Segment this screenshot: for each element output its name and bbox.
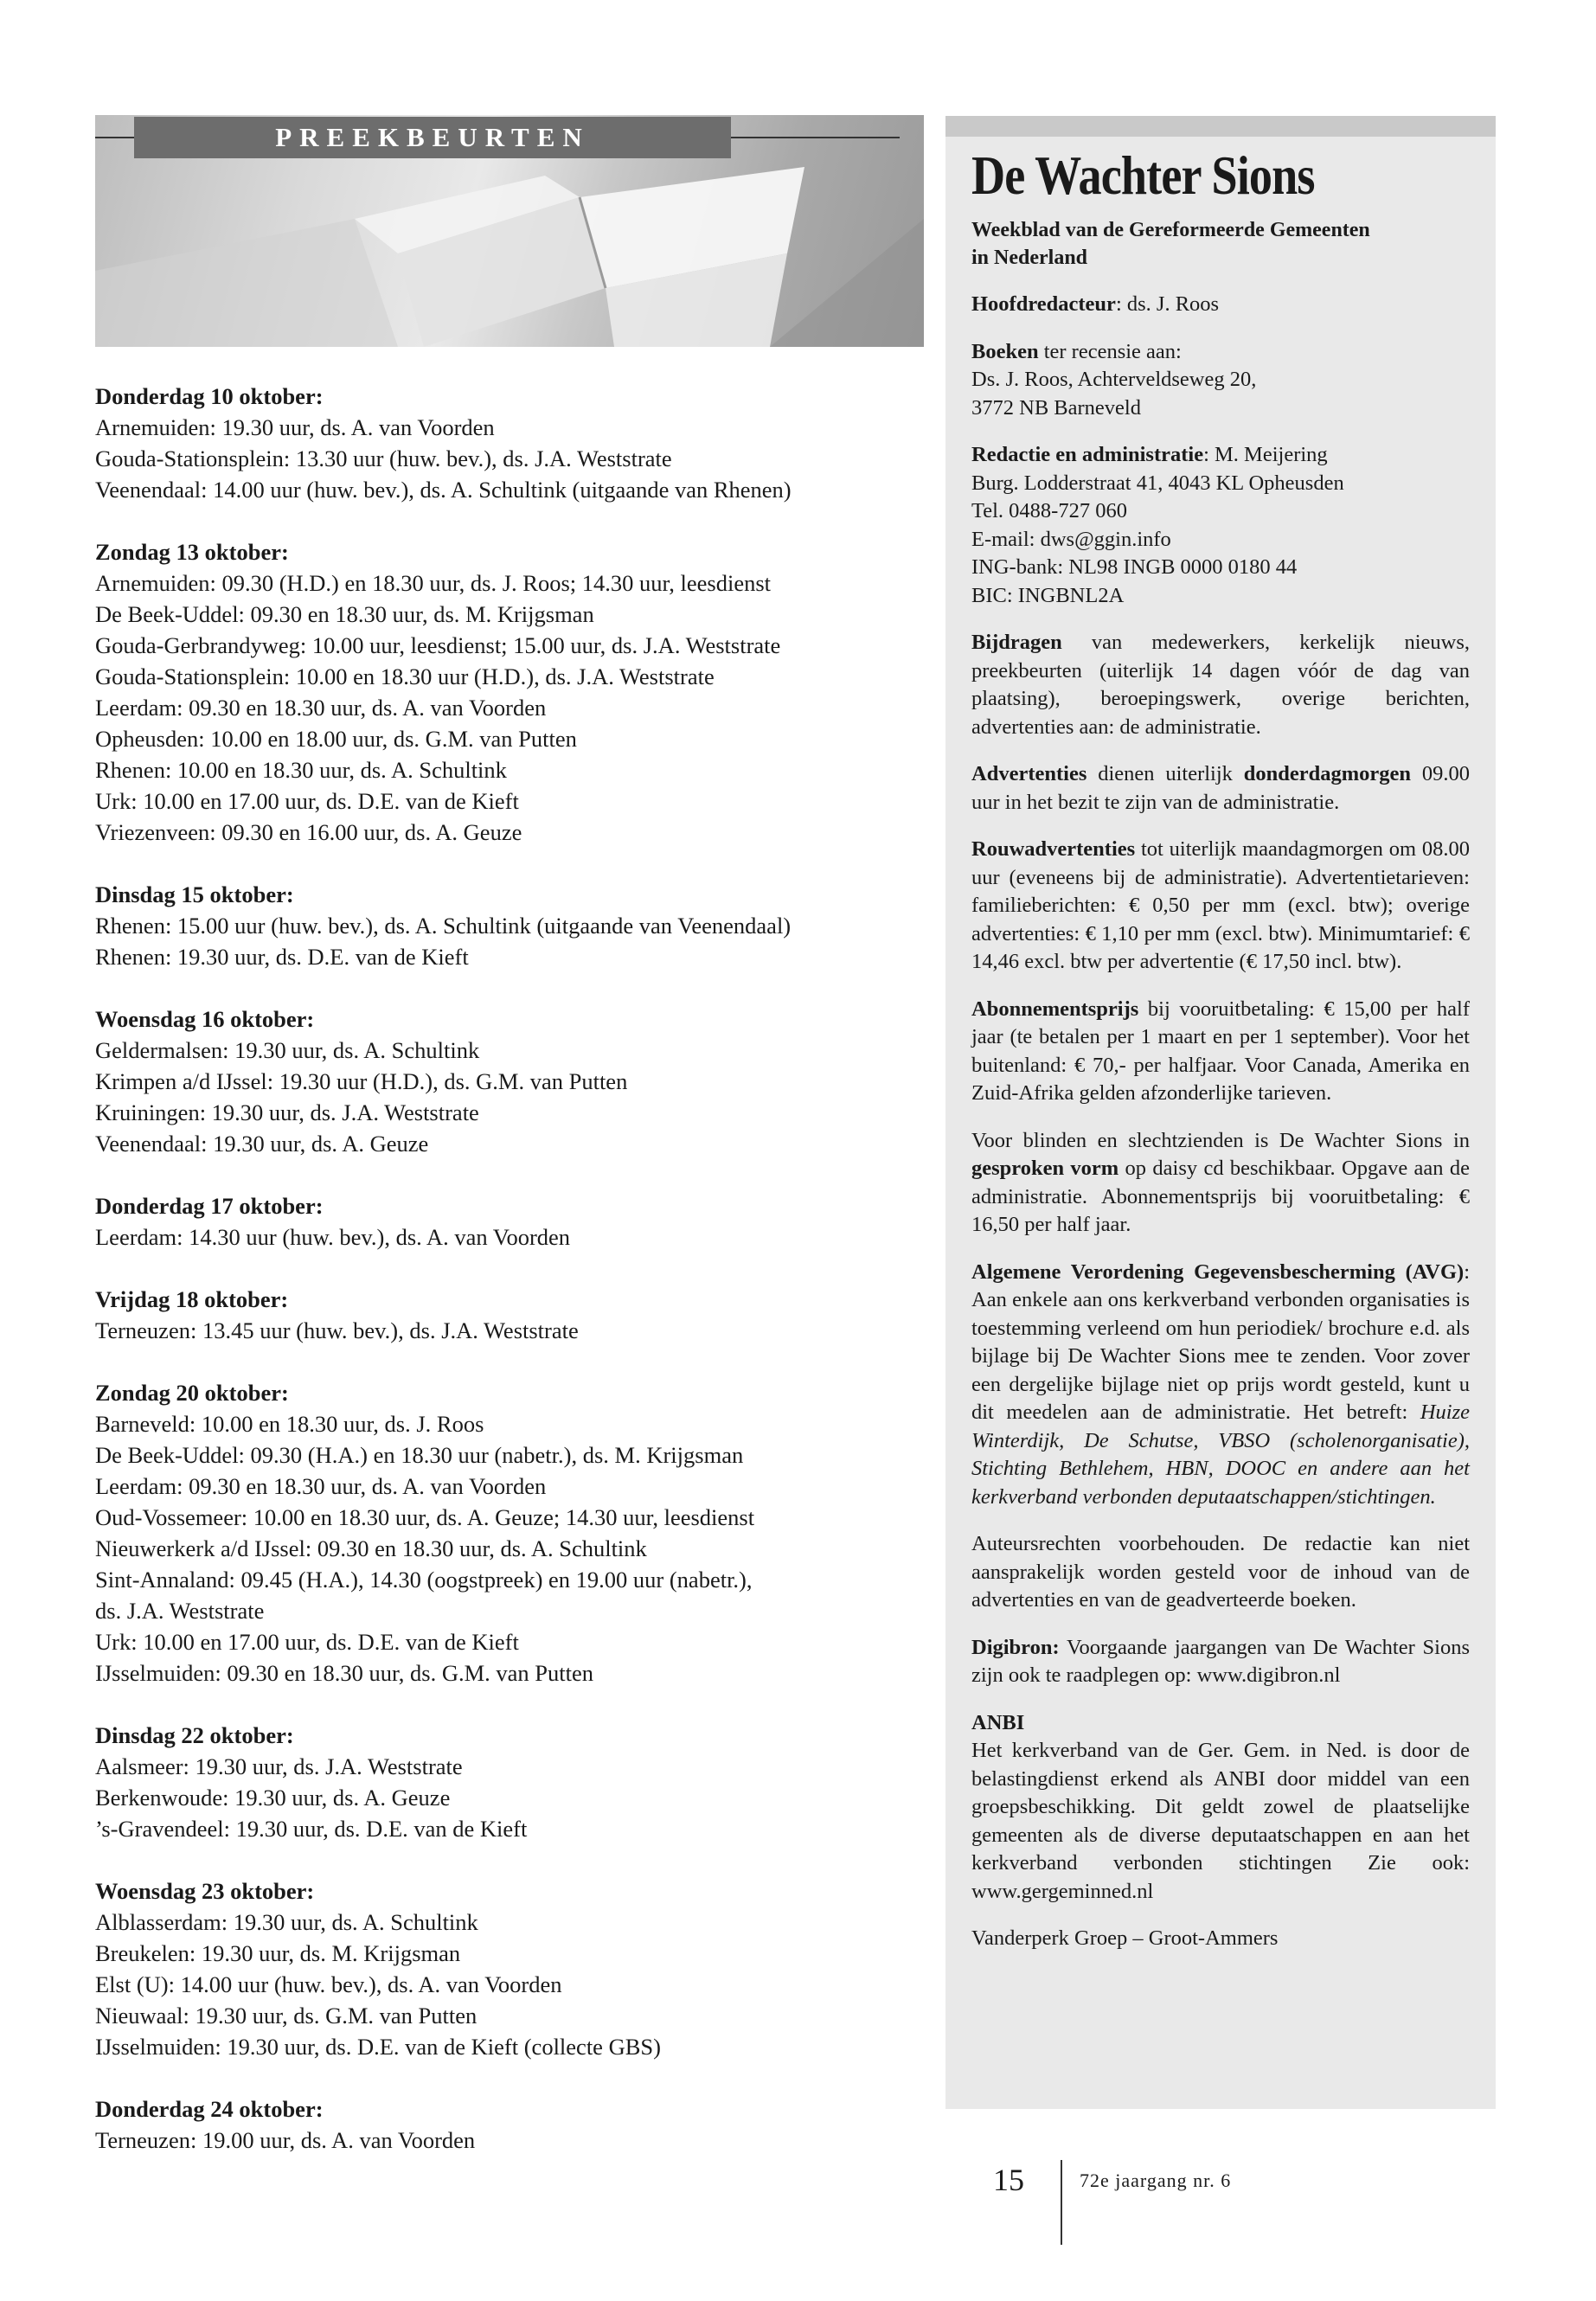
audio-edition-block <box>971 1127 1470 1240</box>
service-entry: De Beek-Uddel: 09.30 (H.A.) en 18.30 uur (nabetr.), ds. M. Krijgsman <box>95 1442 744 1468</box>
privacy-label: Algemene Verordening Gegevensbescherming (AVG) <box>971 1259 1465 1284</box>
digibron-text: Voorgaande jaargangen van De Wachter Sions zijn ook te raadplegen op: www.digibron.nl <box>971 1635 1470 1687</box>
day-heading: Dinsdag 22 oktober: <box>95 1722 294 1748</box>
admin-address: Burg. Lodderstraat 41, 4043 KL Opheusden <box>971 471 1344 495</box>
audio-format: gesproken vorm <box>971 1157 1119 1180</box>
service-entry: Rhenen: 10.00 en 18.30 uur, ds. A. Schultink <box>95 757 507 783</box>
ads-block <box>971 760 1470 817</box>
ads-label: Advertenties <box>971 762 1087 785</box>
service-entry: Arnemuiden: 09.30 (H.D.) en 18.30 uur, ds. J. Roos; 14.30 uur, leesdienst <box>95 570 772 596</box>
schedule-day <box>95 1875 926 2062</box>
schedule-day <box>95 1003 926 1159</box>
service-entry: Leerdam: 14.30 uur (huw. bev.), ds. A. van Voorden <box>95 1224 571 1250</box>
subscription-block <box>971 996 1470 1108</box>
contributions-block <box>971 629 1470 741</box>
privacy-block <box>971 1259 1470 1512</box>
service-entry: Berkenwoude: 19.30 uur, ds. A. Geuze <box>95 1785 451 1811</box>
admin-block <box>971 441 1470 610</box>
books-address-2: 3772 NB Barneveld <box>971 395 1141 420</box>
service-entry: Leerdam: 09.30 en 18.30 uur, ds. A. van Voorden <box>95 1473 547 1499</box>
ads-deadline: donderdagmorgen <box>1243 762 1412 785</box>
colophon-content <box>971 145 1470 1972</box>
schedule-column <box>95 381 926 2187</box>
day-heading: Vrijdag 18 oktober: <box>95 1286 289 1312</box>
day-heading: Woensdag 16 oktober: <box>95 1006 315 1032</box>
service-entry: Vriezenveen: 09.30 en 16.00 uur, ds. A. Geuze <box>95 819 522 845</box>
ads-text-2: 09.00 uur in het bezit te zijn van de administratie. <box>971 762 1471 814</box>
day-heading: Donderdag 10 oktober: <box>95 383 324 409</box>
service-entry: Elst (U): 14.00 uur (huw. bev.), ds. A. van Voorden <box>95 1971 562 1997</box>
admin-email: E-mail: dws@ggin.info <box>971 527 1171 551</box>
service-entry: Krimpen a/d IJssel: 19.30 uur (H.D.), ds. G.M. van Putten <box>95 1068 628 1094</box>
service-entry: Rhenen: 15.00 uur (huw. bev.), ds. A. Schultink (uitgaande van Veenendaal) <box>95 913 792 939</box>
service-entry: Breukelen: 19.30 uur, ds. M. Krijgsman <box>95 1940 461 1966</box>
schedule-day <box>95 2093 926 2156</box>
service-entry: Leerdam: 09.30 en 18.30 uur, ds. A. van Voorden <box>95 695 547 721</box>
admin-bank: ING-bank: NL98 INGB 0000 0180 44 <box>971 555 1298 579</box>
page-number: 15 <box>993 2163 1024 2197</box>
books-label: Boeken <box>971 339 1039 363</box>
schedule-day <box>95 1377 926 1689</box>
service-entry: De Beek-Uddel: 09.30 en 18.30 uur, ds. M. Krijgsman <box>95 601 594 627</box>
service-entry: Nieuwaal: 19.30 uur, ds. G.M. van Putten <box>95 2003 478 2029</box>
subscription-label: Abonnementsprijs <box>971 997 1139 1021</box>
service-entry: ’s-Gravendeel: 19.30 uur, ds. D.E. van de Kieft <box>95 1816 528 1842</box>
books-block <box>971 338 1470 423</box>
day-heading: Donderdag 24 oktober: <box>95 2096 324 2122</box>
digibron-block <box>971 1634 1470 1690</box>
service-entry: Nieuwerkerk a/d IJssel: 09.30 en 18.30 uur, ds. A. Schultink <box>95 1535 647 1561</box>
service-entry: Arnemuiden: 19.30 uur, ds. A. van Voorden <box>95 414 495 440</box>
copyright-block: Auteursrechten voorbehouden. De redactie kan niet aansprakelijk worden gesteld voor de inhoud van de advertenties en van de geadverteerde boeken. <box>971 1532 1470 1612</box>
schedule-day <box>95 1190 926 1253</box>
issue-label: 72e jaargang nr. 6 <box>1080 2170 1232 2191</box>
service-entry: IJsselmuiden: 09.30 en 18.30 uur, ds. G.M. van Putten <box>95 1660 594 1686</box>
day-heading: Woensdag 23 oktober: <box>95 1878 315 1904</box>
service-entry: Gouda-Gerbrandyweg: 10.00 uur, leesdienst; 15.00 uur, ds. J.A. Weststrate <box>95 632 781 658</box>
obituary-label: Rouwadvertenties <box>971 837 1136 861</box>
obituary-text: tot uiterlijk maandagmorgen om 08.00 uur (eveneens bij de administratie). Advertentietarieven: familieberichten: € 0,50 per mm (excl. btw); overige advertenties: € 1,10 per mm (excl. btw). Minimumtarief: € 14,46 excl. btw per advertentie (€ 17,50 incl. btw). <box>971 837 1470 973</box>
audio-text-1: Voor blinden en slechtzienden is De Wachter Sions in <box>971 1128 1470 1152</box>
admin-label: Redactie en administratie <box>971 443 1204 466</box>
service-entry: Opheusden: 10.00 en 18.00 uur, ds. G.M. van Putten <box>95 726 577 752</box>
subtitle-line-1: Weekblad van de Gereformeerde Gemeenten <box>971 219 1370 241</box>
day-heading: Zondag 20 oktober: <box>95 1380 289 1406</box>
service-entry: Alblasserdam: 19.30 uur, ds. A. Schultink <box>95 1909 478 1935</box>
service-entry: Aalsmeer: 19.30 uur, ds. J.A. Weststrate <box>95 1753 463 1779</box>
footer-divider <box>1061 2160 1062 2245</box>
service-entry: Terneuzen: 13.45 uur (huw. bev.), ds. J.A. Weststrate <box>95 1317 579 1343</box>
day-heading: Zondag 13 oktober: <box>95 539 289 565</box>
ads-text-1: dienen uiterlijk <box>1086 762 1244 785</box>
service-entry: Urk: 10.00 en 17.00 uur, ds. D.E. van de Kieft <box>95 1629 519 1655</box>
service-entry: Gouda-Stationsplein: 10.00 en 18.30 uur (H.D.), ds. J.A. Weststrate <box>95 663 715 689</box>
schedule-day <box>95 381 926 505</box>
service-entry: Sint-Annaland: 09.45 (H.A.), 14.30 (oogstpreek) en 19.00 uur (nabetr.), <box>95 1567 753 1593</box>
service-entry: Urk: 10.00 en 17.00 uur, ds. D.E. van de Kieft <box>95 788 519 814</box>
service-entry: Veenendaal: 14.00 uur (huw. bev.), ds. A. Schultink (uitgaande van Rhenen) <box>95 477 792 503</box>
service-entry: Veenendaal: 19.30 uur, ds. A. Geuze <box>95 1131 429 1157</box>
digibron-label: Digibron: <box>971 1635 1060 1659</box>
day-heading: Donderdag 17 oktober: <box>95 1193 324 1219</box>
subscription-text: bij vooruitbetaling: € 15,00 per half jaar (te betalen per 1 maart en per 1 september). Voor het buitenland: € 70,- per halfjaar. Voor Canada, Amerika en Zuid-Afrika gelden afzonderlijke tarieven. <box>971 997 1470 1105</box>
service-entry: ds. J.A. Weststrate <box>95 1598 265 1624</box>
editor-label: Hoofdredacteur <box>971 292 1116 316</box>
schedule-day <box>95 1720 926 1844</box>
subtitle-line-2: in Nederland <box>971 247 1088 269</box>
admin-value: : M. Meijering <box>1203 443 1328 466</box>
contributions-label: Bijdragen <box>971 631 1062 654</box>
service-entry: Terneuzen: 19.00 uur, ds. A. van Voorden <box>95 2127 476 2153</box>
admin-phone: Tel. 0488-727 060 <box>971 499 1127 522</box>
privacy-organisations: Huize Winterdijk, De Schutse, VBSO (scholenorganisatie), Stichting Bethlehem, HBN, DOOC en andere aan het kerkverband verbonden deputaatschappen/stichtingen. <box>971 1400 1470 1509</box>
audio-text-2: op daisy cd beschikbaar. Opgave aan de administratie. Abonnementsprijs bij vooruitbetaling: € 16,50 per half jaar. <box>971 1157 1470 1236</box>
books-text: ter recensie aan: <box>1038 339 1182 363</box>
service-entry: Gouda-Stationsplein: 13.30 uur (huw. bev.), ds. J.A. Weststrate <box>95 445 672 471</box>
service-entry: Oud-Vossemeer: 10.00 en 18.30 uur, ds. A. Geuze; 14.30 uur, leesdienst <box>95 1504 755 1530</box>
books-address-1: Ds. J. Roos, Achterveldseweg 20, <box>971 368 1257 391</box>
anbi-label: ANBI <box>971 1710 1025 1734</box>
contributions-text: van medewerkers, kerkelijk nieuws, preekbeurten (uiterlijk 14 dagen vóór de dag van plaatsing), beroepingswerk, overige berichten, advertenties aan: de administratie. <box>971 631 1470 739</box>
anbi-block <box>971 1709 1470 1907</box>
editor-line <box>971 291 1470 319</box>
day-heading: Dinsdag 15 oktober: <box>95 881 294 907</box>
service-entry: Geldermalsen: 19.30 uur, ds. A. Schultink <box>95 1037 480 1063</box>
admin-bic: BIC: INGBNL2A <box>971 583 1125 607</box>
privacy-text: : Aan enkele aan ons kerkverband verbonden organisaties is toestemming verleend om hun periodiek/ brochure e.d. als bijlage bij De Wachter Sions mee te zenden. Voor zover een dergelijke bijlage niet op prijs wordt gesteld, kunt u dit meedelen aan de administratie. Het betreft: <box>971 1259 1470 1424</box>
anbi-text: Het kerkverband van de Ger. Gem. in Ned. is door de belastingdienst erkend als ANBI door middel van een groepsbeschikking. Dit geldt zowel de plaatselijke gemeenten als de diverse deputaatschappen en aan het kerkverband verbonden stichtingen Zie ook: www.gergeminned.nl <box>971 1739 1470 1903</box>
printer-line: Vanderperk Groep – Groot-Ammers <box>971 1926 1279 1950</box>
service-entry: Kruiningen: 19.30 uur, ds. J.A. Weststrate <box>95 1099 479 1125</box>
masthead-title: De Wachter Sions <box>971 145 1315 206</box>
schedule-day <box>95 1284 926 1346</box>
schedule-day <box>95 536 926 848</box>
obituary-block <box>971 836 1470 977</box>
schedule-day <box>95 879 926 972</box>
service-entry: IJsselmuiden: 19.30 uur, ds. D.E. van de Kieft (collecte GBS) <box>95 2034 661 2060</box>
service-entry: Rhenen: 19.30 uur, ds. D.E. van de Kieft <box>95 944 469 970</box>
section-title: PREEKBEURTEN <box>275 122 590 152</box>
editor-value: : ds. J. Roos <box>1115 292 1220 316</box>
service-entry: Barneveld: 10.00 en 18.30 uur, ds. J. Roos <box>95 1411 484 1437</box>
